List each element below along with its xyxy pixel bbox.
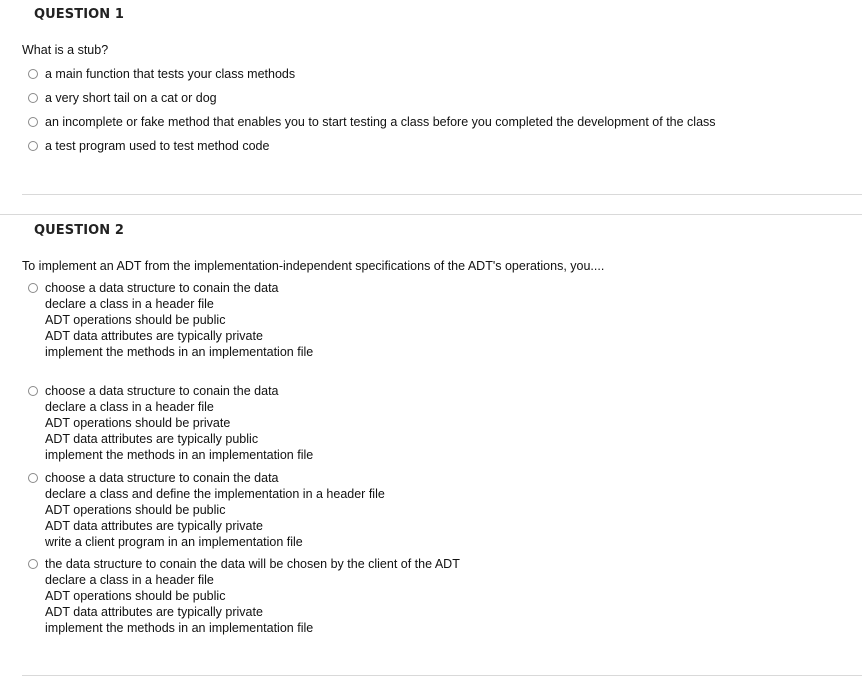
option-line: implement the methods in an implementation file xyxy=(45,448,314,462)
q2-option-3[interactable] xyxy=(28,470,385,550)
option-line: declare a class in a header file xyxy=(45,400,214,414)
q1-option-1-text xyxy=(45,66,295,82)
q2-option-3-text xyxy=(45,470,385,550)
section-divider xyxy=(22,675,862,676)
option-line: implement the methods in an implementation file xyxy=(45,345,314,359)
radio-button-icon[interactable] xyxy=(28,283,38,293)
option-line: choose a data structure to conain the data xyxy=(45,471,279,485)
radio-button-icon[interactable] xyxy=(28,117,38,127)
option-line: declare a class in a header file xyxy=(45,573,214,587)
option-line: choose a data structure to conain the data xyxy=(45,281,279,295)
q2-option-4[interactable] xyxy=(28,556,460,636)
q1-option-4-text xyxy=(45,138,269,154)
q2-option-2-text xyxy=(45,383,313,463)
radio-button-icon[interactable] xyxy=(28,559,38,569)
option-line: ADT data attributes are typically private xyxy=(45,605,263,619)
option-line: declare a class and define the implementation in a header file xyxy=(45,487,385,501)
q2-option-1-text xyxy=(45,280,313,360)
radio-button-icon[interactable] xyxy=(28,69,38,79)
option-line: ADT operations should be public xyxy=(45,503,226,517)
option-line: ADT operations should be public xyxy=(45,313,226,327)
q1-option-2[interactable] xyxy=(28,90,217,106)
q1-option-3[interactable] xyxy=(28,114,716,130)
q2-option-4-text xyxy=(45,556,460,636)
q1-option-2-text xyxy=(45,90,217,106)
option-line: declare a class in a header file xyxy=(45,297,214,311)
q1-option-3-text xyxy=(45,114,716,130)
question-separator xyxy=(0,214,862,215)
option-line: write a client program in an implementation file xyxy=(45,535,303,549)
option-line: ADT data attributes are typically private xyxy=(45,329,263,343)
q1-option-4[interactable] xyxy=(28,138,269,154)
option-line: a main function that tests your class methods xyxy=(45,67,296,81)
section-divider xyxy=(22,194,862,195)
radio-button-icon[interactable] xyxy=(28,93,38,103)
question-1-text: What is a stub? xyxy=(22,43,109,57)
question-2-text: To implement an ADT from the implementation-independent specifications of the ADT's operations, you.... xyxy=(22,259,605,273)
radio-button-icon[interactable] xyxy=(28,386,38,396)
option-line: ADT operations should be private xyxy=(45,416,231,430)
question-1-header: QUESTION 1 xyxy=(34,7,125,22)
option-line: ADT data attributes are typically public xyxy=(45,432,259,446)
option-line: implement the methods in an implementation file xyxy=(45,621,314,635)
option-line: ADT data attributes are typically private xyxy=(45,519,263,533)
option-line: ADT operations should be public xyxy=(45,589,226,603)
option-line: an incomplete or fake method that enables you to start testing a class before you completed the development of the class xyxy=(45,115,716,129)
q1-option-1[interactable] xyxy=(28,66,295,82)
radio-button-icon[interactable] xyxy=(28,473,38,483)
option-line: choose a data structure to conain the data xyxy=(45,384,279,398)
question-2-header: QUESTION 2 xyxy=(34,223,125,238)
option-line: a very short tail on a cat or dog xyxy=(45,91,217,105)
option-line: a test program used to test method code xyxy=(45,139,270,153)
radio-button-icon[interactable] xyxy=(28,141,38,151)
q2-option-1[interactable] xyxy=(28,280,313,360)
q2-option-2[interactable] xyxy=(28,383,313,463)
option-line: the data structure to conain the data will be chosen by the client of the ADT xyxy=(45,557,460,571)
